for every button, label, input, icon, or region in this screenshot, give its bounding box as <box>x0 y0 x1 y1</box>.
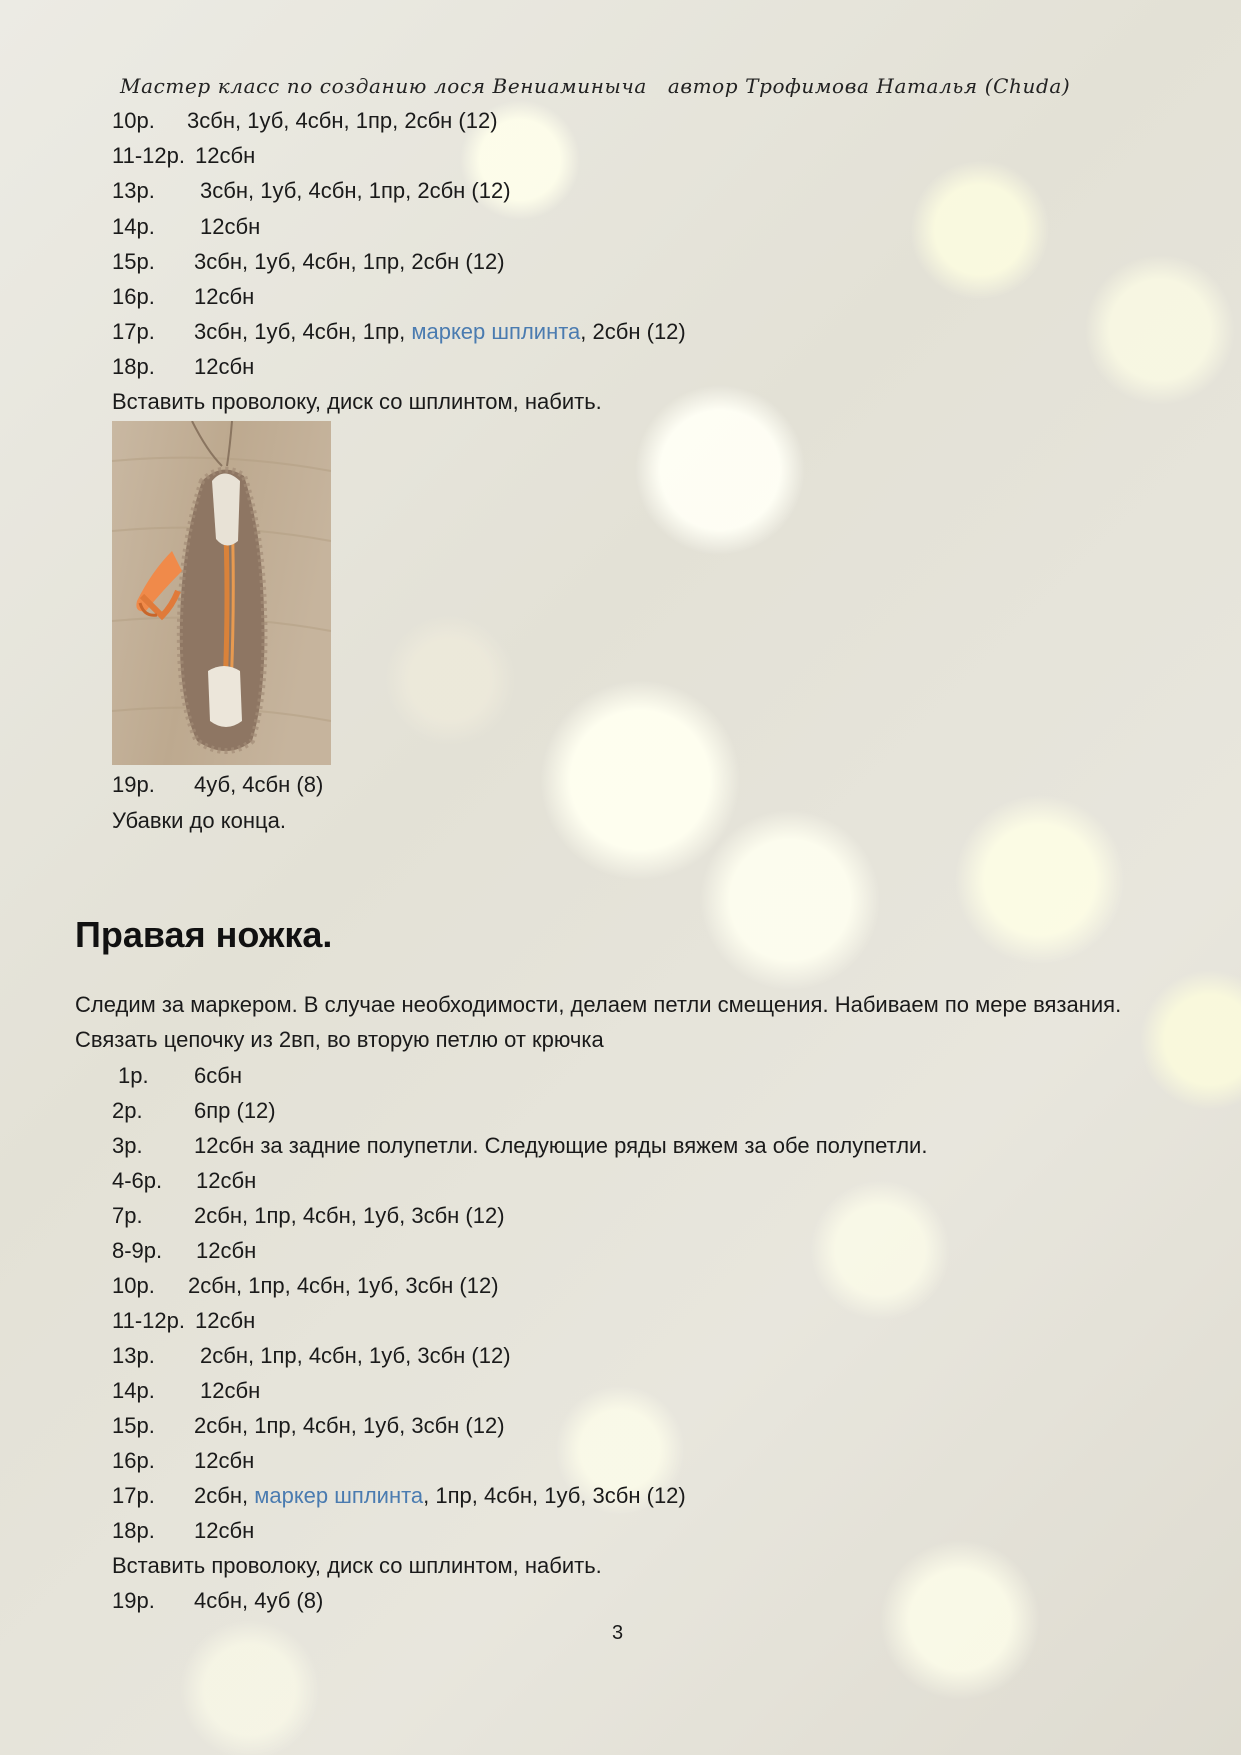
row-instructions: 12сбн <box>195 143 256 168</box>
row-text-before: 3сбн, 1уб, 4сбн, 1пр, <box>194 319 412 344</box>
row-instructions: 12сбн <box>194 1448 255 1473</box>
intro-paragraph: Связать цепочку из 2вп, во вторую петлю от крючка <box>75 1027 604 1052</box>
row-number: 10р. <box>112 1273 155 1298</box>
row-instructions: 12сбн <box>194 354 255 379</box>
row-number: 18р. <box>112 1518 155 1543</box>
section-heading: Правая ножка. <box>75 914 333 955</box>
row-instructions: 12сбн <box>200 1378 261 1403</box>
row-instructions: 12сбн <box>195 1308 256 1333</box>
row-number: 13р. <box>112 178 155 203</box>
row-instructions: 12сбн за задние полупетли. Следующие ряды вяжем за обе полупетли. <box>194 1133 928 1158</box>
row-number: 8-9р. <box>112 1238 163 1263</box>
row-instructions: 3сбн, 1уб, 4сбн, 1пр, 2сбн (12) <box>200 178 511 203</box>
instruction-note: Вставить проволоку, диск со шплинтом, набить. <box>112 389 602 414</box>
row-instructions: 12сбн <box>194 1518 255 1543</box>
row-instructions: 3сбн, 1уб, 4сбн, 1пр, 2сбн (12) <box>187 108 498 133</box>
row-number: 15р. <box>112 1413 155 1438</box>
page-number: 3 <box>612 1622 624 1644</box>
row-number: 17р. <box>112 1483 155 1508</box>
row-number: 17р. <box>112 319 155 344</box>
row-number: 14р. <box>112 214 155 239</box>
row-number: 3р. <box>112 1133 143 1158</box>
row-text-before: 2сбн, <box>194 1483 255 1508</box>
row-instructions: 4сбн, 4уб (8) <box>194 1588 324 1613</box>
row-number: 2р. <box>112 1098 143 1123</box>
row-number: 1р. <box>118 1063 149 1088</box>
row-instructions: 6пр (12) <box>194 1098 276 1123</box>
row-instructions: 12сбн <box>194 284 255 309</box>
row-number: 19р. <box>112 1588 155 1613</box>
row-text-after: , 1пр, 4сбн, 1уб, 3сбн (12) <box>423 1483 686 1508</box>
instruction-note: Вставить проволоку, диск со шплинтом, набить. <box>112 1553 602 1578</box>
row-number: 16р. <box>112 1448 155 1473</box>
row-number: 11-12р. <box>112 1308 185 1333</box>
intro-paragraph: Следим за маркером. В случае необходимости, делаем петли смещения. Набиваем по мере вязания. <box>75 992 1122 1017</box>
marker-link[interactable]: маркер шплинта <box>254 1483 424 1508</box>
row-instructions: 12сбн <box>196 1238 257 1263</box>
row-instructions: 12сбн <box>196 1168 257 1193</box>
row-number: 14р. <box>112 1378 155 1403</box>
row-instructions: 12сбн <box>200 214 261 239</box>
row-instructions <box>194 317 686 347</box>
row-number: 18р. <box>112 354 155 379</box>
row-instructions <box>194 1481 686 1511</box>
row-instructions: 3сбн, 1уб, 4сбн, 1пр, 2сбн (12) <box>194 249 505 274</box>
row-number: 13р. <box>112 1343 155 1368</box>
row-instructions: 2сбн, 1пр, 4сбн, 1уб, 3сбн (12) <box>188 1273 499 1298</box>
row-number: 16р. <box>112 284 155 309</box>
marker-link[interactable]: маркер шплинта <box>411 319 581 344</box>
leg-with-wire-image <box>112 421 331 765</box>
instruction-note: Убавки до конца. <box>112 808 286 833</box>
row-number: 4-6р. <box>112 1168 163 1193</box>
row-instructions: 2сбн, 1пр, 4сбн, 1уб, 3сбн (12) <box>200 1343 511 1368</box>
row-number: 15р. <box>112 249 155 274</box>
row-number: 7р. <box>112 1203 143 1228</box>
row-number: 11-12р. <box>112 143 185 168</box>
row-number: 19р. <box>112 772 155 797</box>
row-instructions: 6сбн <box>194 1063 242 1088</box>
page-header: Мастер класс по созданию лося Вениаминыча автор Трофимова Наталья (Chuda) <box>120 74 1071 98</box>
leg-photo <box>112 421 331 765</box>
row-instructions: 2сбн, 1пр, 4сбн, 1уб, 3сбн (12) <box>194 1203 505 1228</box>
row-text-after: , 2сбн (12) <box>580 319 686 344</box>
row-instructions: 4уб, 4сбн (8) <box>194 772 324 797</box>
row-instructions: 2сбн, 1пр, 4сбн, 1уб, 3сбн (12) <box>194 1413 505 1438</box>
row-number: 10р. <box>112 108 155 133</box>
